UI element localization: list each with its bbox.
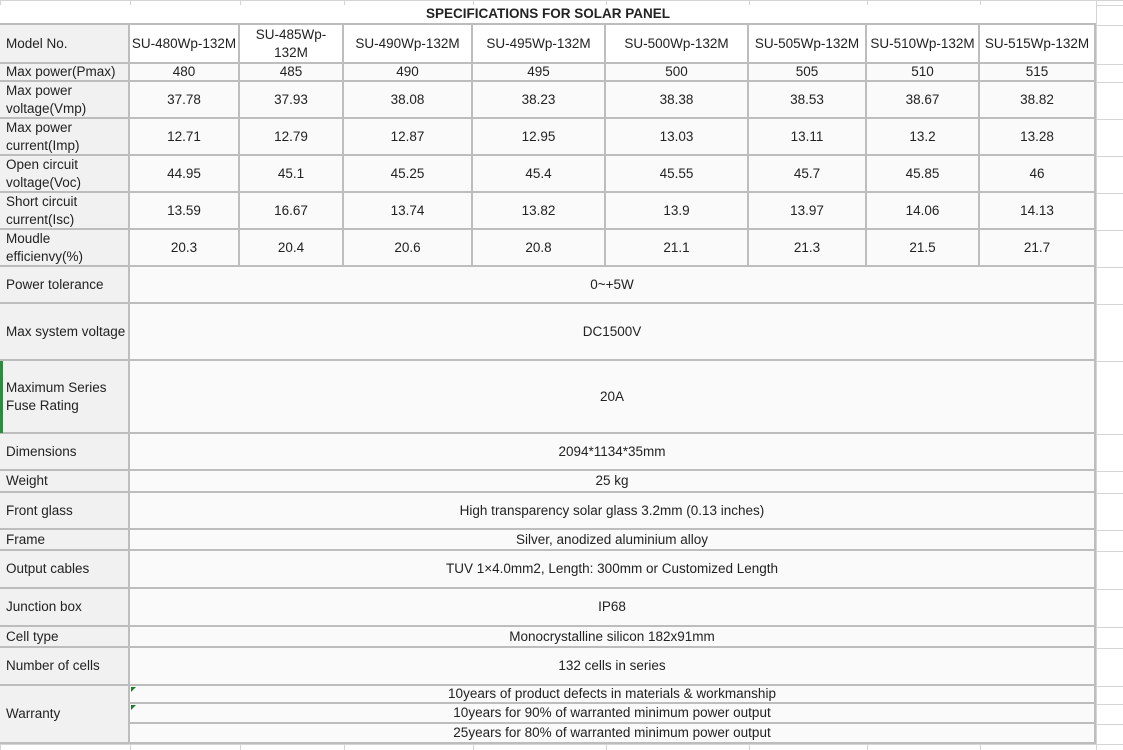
model-header-cell[interactable]: SU-490Wp-132M (344, 25, 473, 64)
value-cell[interactable]: 20.6 (344, 230, 473, 267)
merged-value-cell[interactable]: Monocrystalline silicon 182x91mm (130, 627, 1096, 648)
value-cell[interactable]: 495 (473, 64, 606, 82)
merged-value-cell[interactable]: High transparency solar glass 3.2mm (0.13 inches) (130, 493, 1096, 530)
value-cell[interactable]: 12.71 (130, 119, 240, 156)
row-label[interactable]: Open circuit voltage(Voc) (0, 156, 130, 193)
row-label[interactable]: Power tolerance (0, 267, 130, 304)
value-cell[interactable]: 500 (606, 64, 749, 82)
value-cell[interactable]: 13.03 (606, 119, 749, 156)
value-cell[interactable]: 21.3 (749, 230, 867, 267)
model-header-cell[interactable]: SU-485Wp-132M (240, 25, 344, 64)
value-cell[interactable]: 12.79 (240, 119, 344, 156)
merged-value-cell[interactable]: 132 cells in series (130, 648, 1096, 686)
value-cell[interactable]: 12.95 (473, 119, 606, 156)
value-cell[interactable]: 510 (867, 64, 980, 82)
row-label[interactable]: Max power(Pmax) (0, 64, 130, 82)
value-cell[interactable]: 21.1 (606, 230, 749, 267)
row-label[interactable]: Output cables (0, 551, 130, 589)
value-cell[interactable]: 38.53 (749, 82, 867, 119)
value-cell[interactable]: 37.78 (130, 82, 240, 119)
row-label[interactable]: Max power voltage(Vmp) (0, 82, 130, 119)
value-cell[interactable]: 13.82 (473, 193, 606, 230)
row-label[interactable]: Max power current(Imp) (0, 119, 130, 156)
row-label[interactable]: Frame (0, 530, 130, 551)
comment-marker-icon (131, 705, 136, 710)
row-label[interactable]: Front glass (0, 493, 130, 530)
comment-marker-icon (131, 687, 136, 692)
value-cell[interactable]: 13.9 (606, 193, 749, 230)
table-title[interactable]: SPECIFICATIONS FOR SOLAR PANEL (0, 5, 1096, 25)
row-label[interactable]: Dimensions (0, 434, 130, 471)
model-header-cell[interactable]: SU-480Wp-132M (130, 25, 240, 64)
merged-value-cell[interactable]: DC1500V (130, 304, 1096, 361)
row-label[interactable]: Short circuit current(Isc) (0, 193, 130, 230)
value-cell[interactable]: 38.38 (606, 82, 749, 119)
row-label[interactable]: Moudle efficienvy(%) (0, 230, 130, 267)
value-cell[interactable]: 515 (980, 64, 1096, 82)
merged-value-cell[interactable]: TUV 1×4.0mm2, Length: 300mm or Customized Length (130, 551, 1096, 589)
value-cell[interactable]: 505 (749, 64, 867, 82)
value-cell[interactable]: 14.06 (867, 193, 980, 230)
model-header-cell[interactable]: SU-500Wp-132M (606, 25, 749, 64)
value-cell[interactable]: 490 (344, 64, 473, 82)
value-cell[interactable]: 45.1 (240, 156, 344, 193)
value-cell[interactable]: 480 (130, 64, 240, 82)
value-cell[interactable]: 45.4 (473, 156, 606, 193)
value-cell[interactable]: 38.82 (980, 82, 1096, 119)
row-label[interactable]: Maximum Series Fuse Rating (0, 361, 130, 434)
merged-value-cell[interactable]: 20A (130, 361, 1096, 434)
value-cell[interactable]: 13.28 (980, 119, 1096, 156)
value-cell[interactable]: 14.13 (980, 193, 1096, 230)
value-cell[interactable]: 46 (980, 156, 1096, 193)
value-cell[interactable]: 13.97 (749, 193, 867, 230)
row-label[interactable]: Cell type (0, 627, 130, 648)
row-label[interactable]: Max system voltage (0, 304, 130, 361)
value-cell[interactable]: 13.59 (130, 193, 240, 230)
value-cell[interactable]: 38.08 (344, 82, 473, 119)
value-cell[interactable]: 13.2 (867, 119, 980, 156)
value-cell[interactable]: 45.25 (344, 156, 473, 193)
row-label[interactable]: Weight (0, 471, 130, 493)
value-cell[interactable]: 45.55 (606, 156, 749, 193)
merged-value-cell[interactable]: 0~+5W (130, 267, 1096, 304)
model-header-cell[interactable]: SU-510Wp-132M (867, 25, 980, 64)
value-cell[interactable]: 45.85 (867, 156, 980, 193)
value-cell[interactable]: 16.67 (240, 193, 344, 230)
value-cell[interactable]: 38.23 (473, 82, 606, 119)
model-header-cell[interactable]: SU-505Wp-132M (749, 25, 867, 64)
row-selection-edge (0, 361, 3, 433)
row-label[interactable]: Junction box (0, 589, 130, 627)
gridline (1096, 0, 1097, 750)
value-cell[interactable]: 37.93 (240, 82, 344, 119)
warranty-line-cell[interactable]: 10years of product defects in materials & workmanship (130, 686, 1096, 704)
value-cell[interactable]: 20.4 (240, 230, 344, 267)
row-label[interactable]: Number of cells (0, 648, 130, 686)
warranty-line-cell[interactable]: 10years for 90% of warranted minimum power output (130, 704, 1096, 724)
model-header-cell[interactable]: SU-495Wp-132M (473, 25, 606, 64)
value-cell[interactable]: 13.74 (344, 193, 473, 230)
value-cell[interactable]: 44.95 (130, 156, 240, 193)
value-cell[interactable]: 485 (240, 64, 344, 82)
model-header-cell[interactable]: SU-515Wp-132M (980, 25, 1096, 64)
value-cell[interactable]: 38.67 (867, 82, 980, 119)
warranty-line-cell[interactable]: 25years for 80% of warranted minimum power output (130, 724, 1096, 744)
value-cell[interactable]: 13.11 (749, 119, 867, 156)
gridline (0, 744, 1123, 745)
value-cell[interactable]: 21.7 (980, 230, 1096, 267)
value-cell[interactable]: 21.5 (867, 230, 980, 267)
row-label-warranty[interactable]: Warranty (0, 686, 130, 744)
value-cell[interactable]: 12.87 (344, 119, 473, 156)
gridline (0, 0, 1123, 1)
merged-value-cell[interactable]: IP68 (130, 589, 1096, 627)
merged-value-cell[interactable]: Silver, anodized aluminium alloy (130, 530, 1096, 551)
merged-value-cell[interactable]: 2094*1134*35mm (130, 434, 1096, 471)
value-cell[interactable]: 20.3 (130, 230, 240, 267)
value-cell[interactable]: 20.8 (473, 230, 606, 267)
merged-value-cell[interactable]: 25 kg (130, 471, 1096, 493)
row-label-model[interactable]: Model No. (0, 25, 130, 64)
value-cell[interactable]: 45.7 (749, 156, 867, 193)
